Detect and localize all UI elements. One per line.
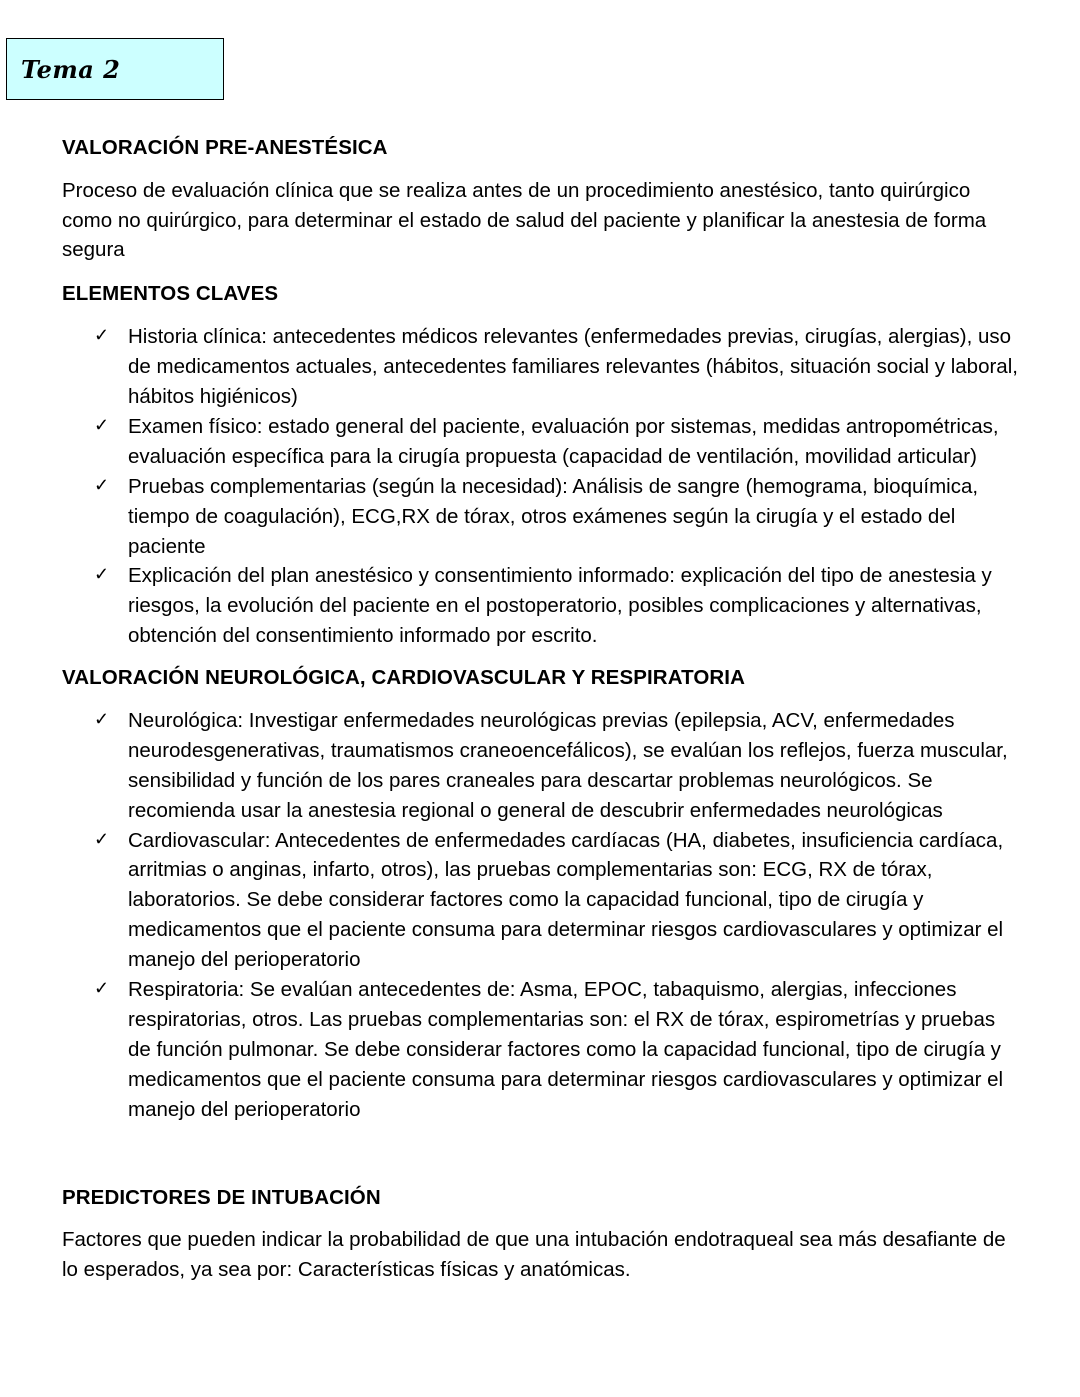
check-icon: ✓ — [94, 474, 110, 495]
list-item-text: Pruebas complementarias (según la necesidad): Análisis de sangre (hemograma, bioquímica, tiempo de coagulación), ECG,RX de tórax, otros exámenes según la cirugía y el estado del paciente — [128, 474, 979, 558]
paragraph-valoracion-pre-anestesica: Proceso de evaluación clínica que se realiza antes de un procedimiento anestésico, tanto quirúrgico como no quirúrgico, para determinar el estado de salud del paciente y planificar la anestesia de forma segura — [62, 178, 987, 262]
list-item — [90, 975, 1020, 1125]
list-item-text: Cardiovascular: Antecedentes de enfermedades cardíacas (HA, diabetes, insuficiencia cardíaca, arritmias o anginas, infarto, otros), las pruebas complementarias son: ECG, RX de tórax, laboratorios. Se debe considerar factores como la capacidad funcional, tipo de cirugía y medicamentos que el paciente consuma para determinar riesgos cardiovasculares y optimizar el manejo del perioperatorio — [128, 828, 1004, 972]
list-item-text: Explicación del plan anestésico y consentimiento informado: explicación del tipo de anestesia y riesgos, la evolución del paciente en el postoperatorio, posibles complicaciones y alternativas, obtención del consentimiento informado por escrito. — [128, 564, 992, 648]
list-valoracion-sistemas — [62, 706, 1020, 1125]
heading-valoracion-pre-anestesica: VALORACIÓN PRE-ANESTÉSICA — [62, 136, 388, 159]
paragraph-predictores-de-intubacion: Factores que pueden indicar la probabilidad de que una intubación endotraqueal sea más desafiante de lo esperados, ya sea por: Características físicas y anatómicas. — [62, 1228, 1006, 1282]
check-icon: ✓ — [94, 708, 110, 729]
list-item-text: Historia clínica: antecedentes médicos relevantes (enfermedades previas, cirugías, alergias), uso de medicamentos actuales, antecedentes familiares relevantes (hábitos, situación social y laboral, hábitos higiénicos) — [128, 325, 1018, 408]
heading-predictores-de-intubacion: PREDICTORES DE INTUBACIÓN — [62, 1185, 381, 1209]
list-item-text: Examen físico: estado general del paciente, evaluación por sistemas, medidas antropométricas, evaluación específica para la cirugía propuesta (capacidad de ventilación, movilidad articular) — [128, 414, 999, 468]
list-item — [90, 826, 1020, 976]
check-icon: ✓ — [94, 325, 110, 346]
list-item-text: Respiratoria: Se evalúan antecedentes de: Asma, EPOC, tabaquismo, alergias, infecciones respiratorias, otros. Las pruebas complementarias son: el RX de tórax, espirometrías y pruebas de función pulmonar. Se debe considerar factores como la capacidad funcional, tipo de cirugía y medicamentos que el paciente consuma para determinar riesgos cardiovasculares y optimizar el manejo del perioperatorio — [128, 978, 1004, 1121]
heading-valoracion-neurologica-cardiovascular-respiratoria: VALORACIÓN NEUROLÓGICA, CARDIOVASCULAR Y RESPIRATORIA — [62, 666, 745, 690]
section-spacer — [62, 1139, 1020, 1185]
list-item — [90, 412, 1020, 472]
topic-tag-box — [6, 38, 224, 100]
check-icon: ✓ — [94, 978, 110, 999]
list-item — [90, 322, 1020, 412]
check-icon: ✓ — [94, 828, 110, 849]
list-item-text: Neurológica: Investigar enfermedades neurológicas previas (epilepsia, ACV, enfermedades neurodesgenerativas, traumatismos craneoencefálicos), se evalúan los reflejos, fuerza muscular, sensibilidad y función de los pares craneales para descartar problemas neurológicos. Se recomienda usar la anestesia regional o general de descubrir enfermedades neurológicas — [128, 708, 1008, 822]
list-item — [90, 706, 1020, 826]
heading-elementos-claves: ELEMENTOS CLAVES — [62, 282, 279, 306]
list-item — [90, 561, 1020, 651]
topic-tag-label: Tema 2 — [21, 54, 121, 84]
check-icon: ✓ — [94, 564, 110, 585]
list-elementos-claves — [62, 322, 1020, 651]
list-item — [90, 472, 1020, 562]
document-content — [62, 135, 1020, 1301]
check-icon: ✓ — [94, 414, 110, 435]
